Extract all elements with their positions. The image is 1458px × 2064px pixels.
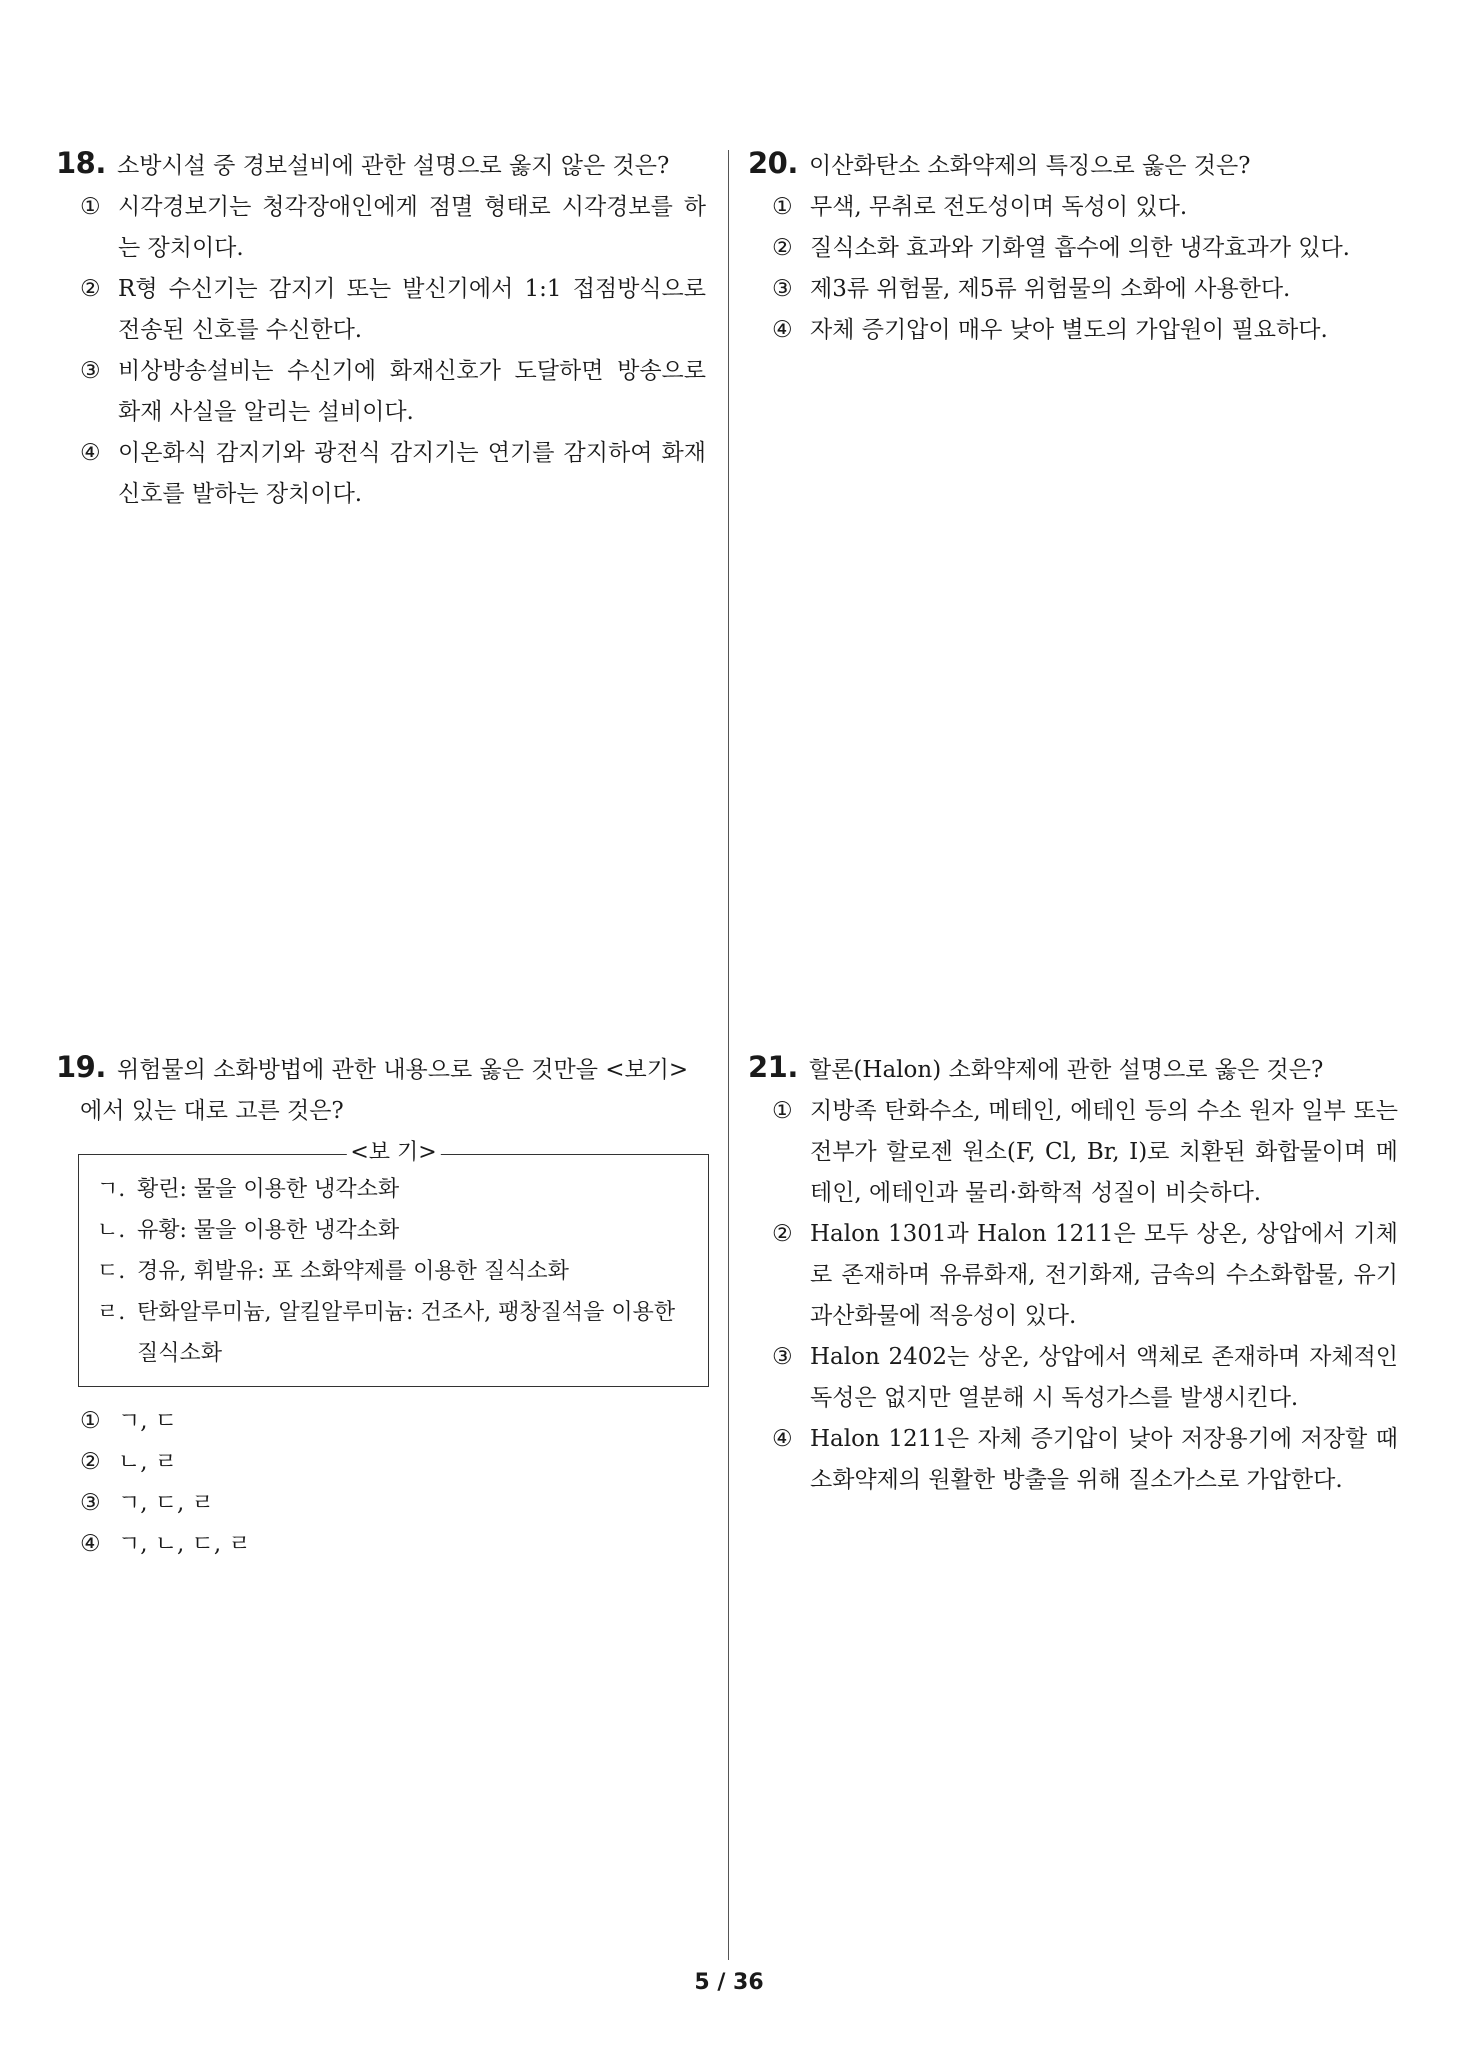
option-mark: ② (772, 1221, 793, 1247)
example-item-1 (97, 1169, 690, 1210)
option-4[interactable] (56, 1524, 706, 1565)
option-1[interactable] (56, 1401, 706, 1442)
option-text: 제3류 위험물, 제5류 위험물의 소화에 사용한다. (810, 276, 1291, 302)
option-list (748, 1091, 1398, 1501)
option-mark: ① (80, 194, 101, 220)
option-mark: ④ (772, 1426, 793, 1452)
option-text: 시각경보기는 청각장애인에게 점멸 형태로 시각경보를 하는 장치이다. (118, 194, 706, 261)
option-mark: ③ (80, 1490, 101, 1516)
question-19-stem (56, 1050, 706, 1132)
option-text: 질식소화 효과와 기화열 흡수에 의한 냉각효과가 있다. (810, 235, 1350, 261)
question-19 (56, 1050, 706, 1565)
example-mark: ㄷ. (97, 1259, 126, 1284)
question-text: 이산화탄소 소화약제의 특징으로 옳은 것은? (809, 153, 1251, 179)
option-1[interactable] (748, 1091, 1398, 1214)
question-20 (748, 146, 1398, 351)
option-4[interactable] (748, 310, 1398, 351)
option-mark: ② (80, 1449, 101, 1475)
question-18 (56, 146, 706, 515)
option-text: ㄱ, ㄷ, ㄹ (118, 1490, 214, 1516)
question-number: 21. (748, 1050, 798, 1084)
example-item-3 (97, 1251, 690, 1292)
option-text: 지방족 탄화수소, 메테인, 에테인 등의 수소 원자 일부 또는 전부가 할로젠 원소(F, Cl, Br, I)로 치환된 화합물이며 메테인, 에테인과 물리·화학적 성질이 비슷하다. (810, 1098, 1398, 1206)
option-2[interactable] (56, 1442, 706, 1483)
option-text: 자체 증기압이 매우 낮아 별도의 가압원이 필요하다. (810, 317, 1328, 343)
option-1[interactable] (56, 187, 706, 269)
option-text: ㄴ, ㄹ (118, 1449, 178, 1475)
option-text: 무색, 무취로 전도성이며 독성이 있다. (810, 194, 1188, 220)
question-21-stem (748, 1050, 1398, 1091)
option-3[interactable] (748, 269, 1398, 310)
option-3[interactable] (56, 351, 706, 433)
question-21 (748, 1050, 1398, 1501)
option-3[interactable] (748, 1337, 1398, 1419)
example-text: 유황: 물을 이용한 냉각소화 (137, 1218, 400, 1243)
question-number: 20. (748, 146, 798, 180)
question-text: 할론(Halon) 소화약제에 관한 설명으로 옳은 것은? (809, 1057, 1324, 1083)
option-text: R형 수신기는 감지기 또는 발신기에서 1:1 접점방식으로 전송된 신호를 수신한다. (118, 276, 706, 343)
option-3[interactable] (56, 1483, 706, 1524)
option-2[interactable] (748, 1214, 1398, 1337)
option-mark: ③ (772, 276, 793, 302)
option-text: 이온화식 감지기와 광전식 감지기는 연기를 감지하여 화재신호를 발하는 장치이다. (118, 440, 706, 507)
example-box-title: <보 기> (346, 1140, 440, 1166)
question-text-continued: 에서 있는 대로 고른 것은? (80, 1098, 344, 1124)
option-text: Halon 2402는 상온, 상압에서 액체로 존재하며 자체적인 독성은 없지만 열분해 시 독성가스를 발생시킨다. (810, 1344, 1398, 1411)
option-mark: ① (772, 1098, 793, 1124)
option-mark: ③ (80, 358, 101, 384)
option-text: Halon 1301과 Halon 1211은 모두 상온, 상압에서 기체로 존재하며 유류화재, 전기화재, 금속의 수소화합물, 유기과산화물에 적응성이 있다. (810, 1221, 1398, 1329)
option-mark: ① (80, 1408, 101, 1434)
option-2[interactable] (748, 228, 1398, 269)
option-4[interactable] (56, 433, 706, 515)
option-text: 비상방송설비는 수신기에 화재신호가 도달하면 방송으로 화재 사실을 알리는 설비이다. (118, 358, 706, 425)
example-item-4 (97, 1292, 690, 1374)
question-text: 위험물의 소화방법에 관한 내용으로 옳은 것만을 <보기> (117, 1057, 689, 1083)
option-mark: ③ (772, 1344, 793, 1370)
option-4[interactable] (748, 1419, 1398, 1501)
option-2[interactable] (56, 269, 706, 351)
option-text: ㄱ, ㄴ, ㄷ, ㄹ (118, 1531, 251, 1557)
example-text: 황린: 물을 이용한 냉각소화 (137, 1177, 400, 1202)
example-mark: ㄴ. (97, 1218, 126, 1243)
option-mark: ② (772, 235, 793, 261)
example-box (78, 1140, 709, 1387)
option-list (748, 187, 1398, 351)
example-mark: ㄱ. (97, 1177, 126, 1202)
example-item-2 (97, 1210, 690, 1251)
question-text: 소방시설 중 경보설비에 관한 설명으로 옳지 않은 것은? (117, 153, 670, 179)
question-number: 18. (56, 146, 106, 180)
option-mark: ④ (772, 317, 793, 343)
example-mark: ㄹ. (97, 1300, 126, 1325)
option-mark: ④ (80, 1531, 101, 1557)
column-divider (728, 150, 729, 1960)
page-number: 5 / 36 (694, 1970, 764, 1995)
option-mark: ④ (80, 440, 101, 466)
example-text: 경유, 휘발유: 포 소화약제를 이용한 질식소화 (137, 1259, 569, 1284)
example-box-body (78, 1154, 709, 1387)
option-mark: ② (80, 276, 101, 302)
option-list (56, 1401, 706, 1565)
option-list (56, 187, 706, 515)
question-20-stem (748, 146, 1398, 187)
question-number: 19. (56, 1050, 106, 1084)
question-18-stem (56, 146, 706, 187)
option-1[interactable] (748, 187, 1398, 228)
option-text: Halon 1211은 자체 증기압이 낮아 저장용기에 저장할 때 소화약제의 원활한 방출을 위해 질소가스로 가압한다. (810, 1426, 1398, 1493)
option-mark: ① (772, 194, 793, 220)
option-text: ㄱ, ㄷ (118, 1408, 178, 1434)
example-text: 탄화알루미늄, 알킬알루미늄: 건조사, 팽창질석을 이용한 질식소화 (137, 1300, 676, 1366)
